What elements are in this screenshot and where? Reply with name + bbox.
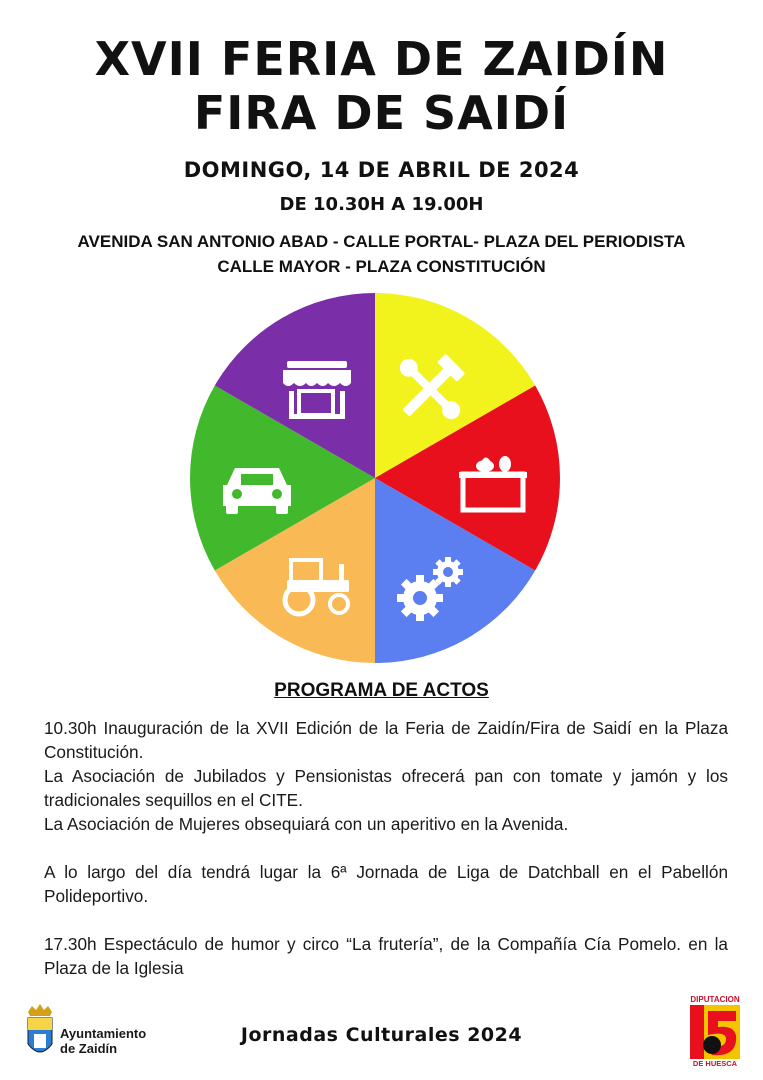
- program-item-inauguration: 10.30h Inauguración de la XVII Edición de la Feria de Zaidín/Fira de Saidí en la Plaza Constitución.: [44, 718, 728, 762]
- diputacion-logo: [688, 995, 742, 1069]
- diputacion-emblem-icon: [688, 1005, 742, 1059]
- program-body: [44, 716, 728, 980]
- event-date: DOMINGO, 14 DE ABRIL DE 2024: [183, 158, 580, 182]
- ayuntamiento-line2: de Zaidín: [60, 1041, 118, 1056]
- footer-jornadas: Jornadas Culturales 2024: [240, 1024, 523, 1046]
- diputacion-top-text: DIPUTACION: [690, 995, 740, 1004]
- title-line-1: XVII FERIA DE ZAIDÍN: [94, 32, 669, 86]
- event-hours: DE 10.30H A 19.00H: [279, 194, 484, 215]
- streets-line-1: AVENIDA SAN ANTONIO ABAD - CALLE PORTAL- PLAZA DEL PERIODISTA: [77, 232, 686, 251]
- program-heading: PROGRAMA DE ACTOS: [274, 680, 489, 701]
- streets-line-2: CALLE MAYOR - PLAZA CONSTITUCIÓN: [217, 257, 546, 276]
- title-line-2: FIRA DE SAIDÍ: [193, 86, 570, 140]
- ayuntamiento-line1: Ayuntamiento: [60, 1026, 147, 1041]
- program-item-jubilados: La Asociación de Jubilados y Pensionistas ofrecerá pan con tomate y jamón y los tradicionales sequillos en el CITE.: [44, 766, 728, 810]
- program-item-espectaculo: 17.30h Espectáculo de humor y circo “La frutería”, de la Compañía Cía Pomelo. en la Plaza de la Iglesia: [44, 934, 728, 978]
- program-item-datchball: A lo largo del día tendrá lugar la 6ª Jornada de Liga de Datchball en el Pabellón Polideportivo.: [44, 862, 728, 906]
- diputacion-bottom-text: DE HUESCA: [692, 1059, 738, 1068]
- program-item-mujeres: La Asociación de Mujeres obsequiará con un aperitivo en la Avenida.: [44, 814, 569, 834]
- category-wheel: [190, 293, 560, 663]
